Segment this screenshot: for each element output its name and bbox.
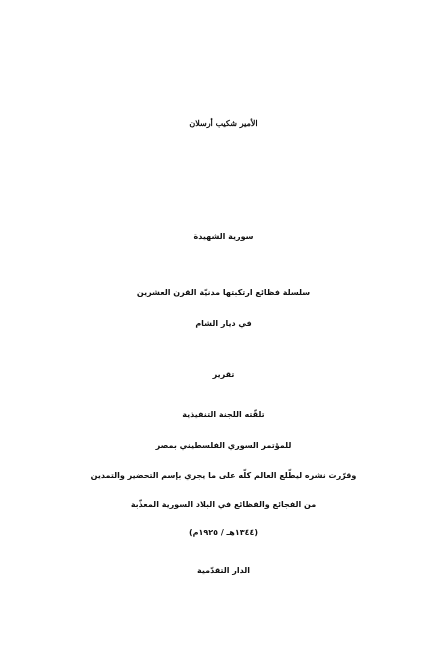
report-line-2: للمؤتمر السوري الفلسطيني بمصر xyxy=(155,441,292,450)
publisher-name: الدار التقدّمية xyxy=(197,566,250,575)
report-heading: تقرير xyxy=(212,370,235,379)
publication-date: (١٣٤٤هـ / ١٩٢٥م) xyxy=(188,528,259,537)
book-subtitle-line-1: سلسلة فظائع ارتكبتها مدنيّة القرن العشرين xyxy=(136,288,311,297)
report-line-1: تلقّته اللجنة التنفيذية xyxy=(182,410,265,419)
book-subtitle-line-2: في ديار الشام xyxy=(195,319,252,328)
report-line-3: وقرّرت نشره ليطّلع العالم كلّه على ما يجري بإسم التحضير والتمدين xyxy=(90,471,357,480)
author-name: الأمير شكيب أرسلان xyxy=(189,118,258,128)
report-line-4: من الفجائع والفظائع في البلاد السورية المعذّبة xyxy=(130,500,317,509)
book-title: سورية الشهيدة xyxy=(193,232,254,241)
